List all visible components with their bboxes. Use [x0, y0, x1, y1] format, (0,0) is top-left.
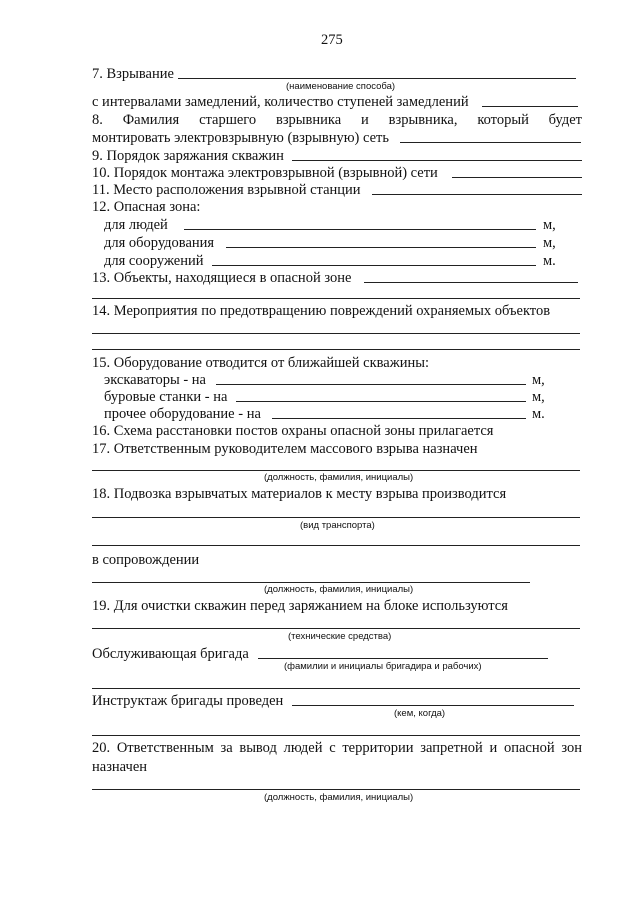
item-13-label: 13. Объекты, находящиеся в опасной зоне [92, 270, 352, 286]
briefing-label: Инструктаж бригады проведен [92, 693, 284, 709]
item-14-line-2 [92, 349, 580, 350]
item-16-label: 16. Схема расстановки постов охраны опасной зоны прилагается [92, 423, 494, 439]
item-12-equipment-line [226, 247, 536, 248]
item-15-excavators-label: экскаваторы - на [104, 372, 206, 388]
item-8-label [92, 112, 582, 128]
item-10-field-line [452, 177, 582, 178]
word: запретной [420, 740, 483, 756]
word: 20. [92, 740, 111, 756]
item-15-drills-unit: м, [532, 389, 545, 405]
item-8-line2: монтировать электровзрывную (взрывную) сеть [92, 130, 389, 146]
word: будет [548, 112, 582, 128]
item-15-other-unit: м. [532, 406, 545, 422]
item-20-label [92, 740, 582, 756]
item-13-extra-line [92, 298, 580, 299]
briefing-field-line [292, 705, 574, 706]
word: вывод [239, 740, 277, 756]
item-18-escort-label: в сопровождении [92, 552, 200, 568]
word: Ответственным [116, 740, 214, 756]
word: и [489, 740, 498, 756]
word: Фамилия [122, 112, 180, 128]
item-7-field-line [178, 78, 576, 79]
item-12-structures-label: для сооружений [104, 253, 204, 269]
item-12-label: 12. Опасная зона: [92, 199, 201, 215]
item-18-escort-line [92, 582, 530, 583]
word: 8. [92, 112, 103, 128]
brigade-caption: (фамилии и инициалы бригадира и рабочих) [284, 661, 482, 672]
item-12-people-label: для людей [104, 217, 168, 233]
item-13-field-line [364, 282, 578, 283]
item-7-caption: (наименование способа) [286, 81, 396, 92]
item-17-caption: (должность, фамилия, инициалы) [264, 472, 414, 483]
item-15-other-line [272, 418, 526, 419]
item-12-structures-unit: м. [543, 253, 556, 269]
item-18-extra-line [92, 545, 580, 546]
item-15-excavators-line [216, 384, 526, 385]
word: взрывника, [388, 112, 458, 128]
word: старшего [199, 112, 257, 128]
item-9-field-line [292, 160, 582, 161]
item-19-caption: (технические средства) [288, 631, 392, 642]
word: с [329, 740, 336, 756]
item-10-label: 10. Порядок монтажа электровзрывной (взрывной) сети [92, 165, 438, 181]
item-15-excavators-unit: м, [532, 372, 545, 388]
briefing-caption: (кем, когда) [394, 708, 446, 719]
word: зон [561, 740, 582, 756]
item-12-people-unit: м, [543, 217, 556, 233]
item-17-label: 17. Ответственным руководителем массового взрыва назначен [92, 441, 478, 457]
item-7-label: 7. Взрывание [92, 66, 174, 82]
item-19-field-line [92, 628, 580, 629]
item-12-equipment-unit: м, [543, 235, 556, 251]
item-8-field-line [400, 142, 581, 143]
item-12-equipment-label: для оборудования [104, 235, 215, 251]
item-14-line-1 [92, 333, 580, 334]
word: который [477, 112, 529, 128]
item-20-caption: (должность, фамилия, инициалы) [264, 792, 414, 803]
item-9-label: 9. Порядок заряжания скважин [92, 148, 284, 164]
item-7-intervals-line [482, 106, 578, 107]
brigade-label: Обслуживающая бригада [92, 646, 249, 662]
item-11-field-line [372, 194, 582, 195]
item-18-caption: (вид транспорта) [300, 520, 375, 531]
brigade-field-line [258, 658, 548, 659]
item-20-line2: назначен [92, 759, 148, 775]
item-19-label: 19. Для очистки скважин перед заряжанием на блоке используются [92, 598, 508, 614]
item-18-escort-caption: (должность, фамилия, инициалы) [264, 584, 414, 595]
item-20-field-line [92, 789, 580, 790]
item-18-field-line [92, 517, 580, 518]
page-number: 275 [321, 32, 343, 48]
item-11-label: 11. Место расположения взрывной станции [92, 182, 361, 198]
item-14-label: 14. Мероприятия по предотвращению повреждений охраняемых объектов [92, 303, 551, 319]
word: опасной [503, 740, 555, 756]
item-15-other-label: прочее оборудование - на [104, 406, 261, 422]
word: территории [342, 740, 414, 756]
word: взрывника [275, 112, 342, 128]
item-7-intervals-label: с интервалами замедлений, количество ступеней замедлений [92, 94, 469, 110]
word: людей [283, 740, 323, 756]
word: за [220, 740, 233, 756]
item-12-structures-line [212, 265, 536, 266]
briefing-extra-line [92, 735, 580, 736]
word: и [361, 112, 369, 128]
item-15-drills-line [236, 401, 526, 402]
item-17-field-line [92, 470, 580, 471]
item-12-people-line [184, 229, 536, 230]
item-15-drills-label: буровые станки - на [104, 389, 228, 405]
item-15-label: 15. Оборудование отводится от ближайшей скважины: [92, 355, 430, 371]
brigade-extra-line [92, 688, 580, 689]
item-18-label: 18. Подвозка взрывчатых материалов к месту взрыва производится [92, 486, 507, 502]
